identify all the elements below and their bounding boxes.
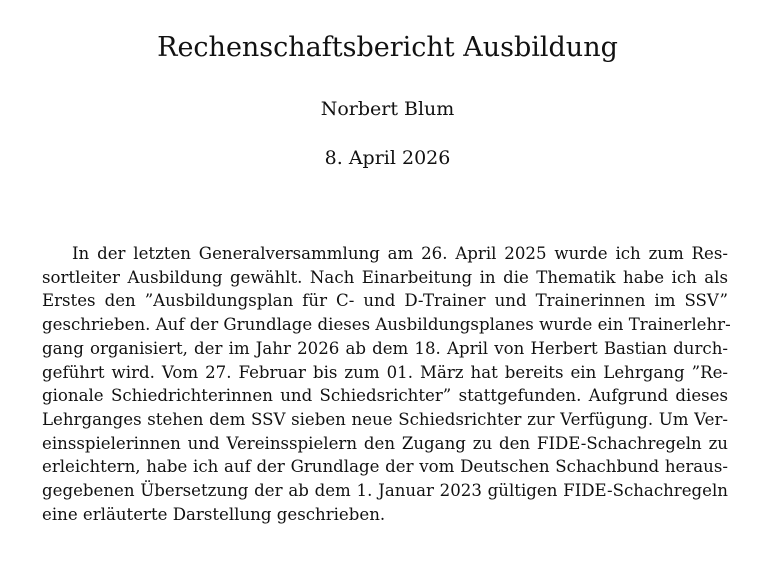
paragraph-line: geführt wird. Vom 27. Februar bis zum 01. März hat bereits ein Lehrgang ”Re- [42,362,728,382]
paragraph-line: Lehrganges stehen dem SSV sieben neue Schiedsrichter zur Verfügung. Um Ver- [42,409,728,429]
paragraph-line: In der letzten Generalversammlung am 26. April 2025 wurde ich zum Res- [72,244,728,263]
document-date: 8. April 2026 [324,147,451,169]
paragraph-line: gang organisiert, der im Jahr 2026 ab dem 18. April von Herbert Bastian durch- [42,338,728,358]
paragraph-line: Erstes den ”Ausbildungsplan für C- und D-Trainer und Trainerinnen im SSV” [42,291,728,311]
paragraph-line: sortleiter Ausbildung gewählt. Nach Einarbeitung in die Thematik habe ich als [42,267,728,287]
paragraph-line: geschrieben. Auf der Grundlage dieses Ausbildungsplanes wurde ein Trainerlehr- [42,315,731,335]
paragraph-line: einsspielerinnen und Vereinsspielern den Zugang zu den FIDE-Schachregeln zu [42,433,728,453]
document-author: Norbert Blum [320,98,455,120]
document-title: Rechenschaftsbericht Ausbildung [157,32,618,63]
paragraph-line: gegebenen Übersetzung der ab dem 1. Januar 2023 gültigen FIDE-Schachregeln [42,481,728,501]
paragraph-line: erleichtern, habe ich auf der Grundlage der vom Deutschen Schachbund heraus- [42,457,728,477]
paragraph-line: gionale Schiedrichterinnen und Schiedsrichter” stattgefunden. Aufgrund dieses [42,386,728,406]
body-paragraph [42,242,731,526]
paragraph-line: eine erläuterte Darstellung geschrieben. [42,504,386,524]
